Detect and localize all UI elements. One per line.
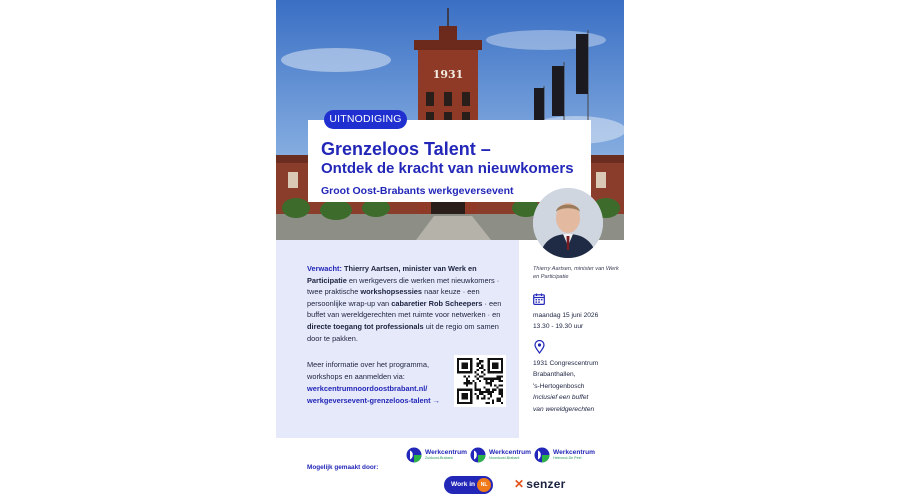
speaker-portrait — [533, 188, 603, 258]
partner-region: Noordoost-Brabant — [489, 456, 520, 460]
event-venue — [533, 358, 598, 415]
event-description — [307, 263, 509, 344]
work-in-nl-logo[interactable] — [444, 476, 493, 494]
senzer-label: senzer — [526, 477, 566, 491]
description-part: en werkgevers die werken met nieuwkomers · twee praktische — [307, 275, 500, 297]
nl-badge: NL — [477, 478, 491, 492]
venue-line-1: 1931 Congrescentrum — [533, 360, 599, 367]
tower-year: 1931 — [432, 68, 464, 81]
work-in-label: Work in — [451, 481, 476, 488]
werkcentrum-logo-icon — [406, 447, 422, 463]
buffet-note-1: Inclusief een buffet — [533, 394, 589, 402]
invitation-poster — [276, 0, 624, 500]
buffet-note-2: van wereldgerechten — [533, 405, 595, 413]
more-info — [307, 359, 457, 406]
partner-logo-werkcentrum-noordoost[interactable] — [470, 447, 531, 463]
event-tagline: Ontdek de kracht van nieuwkomers — [321, 160, 574, 177]
partner-logo-werkcentrum-zuidoost[interactable] — [406, 447, 467, 463]
event-time: 13.30 - 19.30 uur — [533, 323, 584, 331]
partner-name: Werkcentrum — [489, 449, 532, 456]
description-part: uit de regio om samen door te pakken. — [307, 321, 499, 343]
venue-line-3: 's-Hertogenbosch — [533, 382, 585, 390]
description-part: naar keuze · een persoonlijke wrap-up van — [307, 287, 480, 308]
partner-name: Werkcentrum — [553, 449, 596, 456]
description-prefix: Verwacht: — [307, 264, 342, 273]
speaker-caption: Thierry Aartsen, minister van Werk en Participatie — [533, 266, 619, 281]
invitation-badge: UITNODIGING — [324, 110, 407, 129]
werkcentrum-logo-icon — [534, 447, 550, 463]
location-pin-icon — [534, 340, 545, 359]
event-title: Grenzeloos Talent – — [321, 139, 491, 159]
description-part: · een buffet van wereldgerechten met ruimte voor netwerken · en — [307, 298, 502, 320]
registration-link-line2[interactable]: werkgeversevent-grenzeloos-talent → — [307, 395, 441, 405]
partner-region: Zuidoost-Brabant — [425, 456, 453, 460]
calendar-icon — [533, 292, 545, 310]
event-subtitle: Groot Oost-Brabants werkgeversevent — [321, 185, 514, 197]
venue-line-2: Brabanthallen, — [533, 371, 576, 379]
senzer-mark-icon: ✕ — [514, 477, 525, 491]
qr-code[interactable] — [454, 355, 506, 407]
description-part: workshopsessies — [360, 287, 423, 297]
partner-logo-werkcentrum-helmond[interactable] — [534, 447, 595, 463]
made-possible-label: Mogelijk gemaakt door: — [307, 464, 379, 471]
werkcentrum-logo-icon — [470, 447, 486, 463]
description-part: cabaretier Rob Scheepers — [391, 298, 483, 308]
partner-region: Helmond-De Peel — [553, 456, 582, 460]
senzer-logo[interactable] — [514, 477, 566, 491]
event-date-time — [533, 310, 598, 333]
description-part: Thierry Aartsen, minister van Werk en Participatie — [307, 264, 477, 285]
event-date: maandag 15 juni 2026 — [533, 312, 599, 319]
description-part: directe toegang tot professionals — [307, 321, 424, 331]
registration-link-line1[interactable]: werkcentrumnoordoostbrabant.nl/ — [307, 384, 428, 394]
partner-name: Werkcentrum — [425, 449, 468, 456]
more-info-text: Meer informatie over het programma, workshops en aanmelden via: — [307, 360, 429, 381]
title-card — [308, 120, 591, 202]
info-panel — [276, 240, 519, 438]
